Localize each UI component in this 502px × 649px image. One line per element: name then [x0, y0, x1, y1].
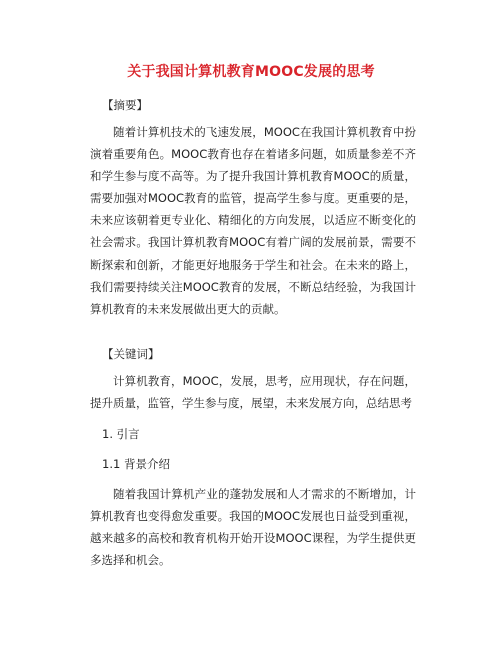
keywords-heading: 【关键词】 — [102, 347, 160, 361]
subsection-heading-background: 1.1 背景介绍 — [102, 457, 170, 471]
section-heading-introduction: 1. 引言 — [102, 427, 140, 441]
background-paragraph: 随着我国计算机产业的蓬勃发展和人才需求的不断增加，计算机教育也变得愈发重要。我国的MOOC发展也日益受到重视，越来越多的高校和教育机构开始开设MOOC课程，为学生提供更多选择和机会。 — [90, 487, 416, 568]
keywords-paragraph: 计算机教育，MOOC，发展，思考，应用现状，存在问题，提升质量，监管，学生参与度，展望，未来发展方向，总结思考 — [90, 374, 416, 411]
abstract-heading: 【摘要】 — [102, 98, 148, 112]
abstract-paragraph: 随着计算机技术的飞速发展，MOOC在我国计算机教育中扮演着重要角色。MOOC教育也存在着诸多问题，如质量参差不齐和学生参与度不高等。为了提升我国计算机教育MOOC的质量，需要加强对MOOC教育的监管，提高学生参与度。更重要的是，未来应该朝着更专业化、精细化的方向发展，以适应不断变化的社会需求。我国计算机教育MOOC有着广阔的发展前景，需要不断探索和创新，才能更好地服务于学生和社会。在未来的路上，我们需要持续关注MOOC教育的发展，不断总结经验，为我国计算机教育的未来发展做出更大的贡献。 — [90, 125, 416, 316]
document-title: 关于我国计算机教育MOOC发展的思考 — [127, 64, 375, 80]
